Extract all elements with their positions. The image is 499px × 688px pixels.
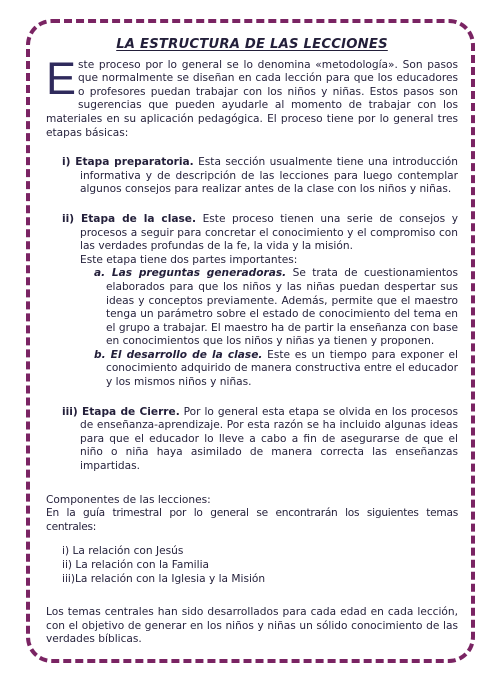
- stage-preparatoria: [62, 156, 458, 197]
- closing-paragraph: Los temas centrales han sido desarrollados para cada edad en cada lección, con el objetivo de generar en los niños y niñas un sólido conocimiento de las verdades bíblicas.: [46, 606, 458, 646]
- intro-text: ste proceso por lo general se lo denomina «metodología». Son pasos que normalmente se diseñan en cada lección para que los educadores o profesores puedan trabajar con los niños y niñas. Estos pasos son sugerencias que pueden ayudarle al momento de trabajar con los materiales en su aplicación pedagógica. El proceso tiene por lo general tres etapas básicas:: [46, 58, 458, 139]
- stage-parts-intro: Este etapa tiene dos partes importantes:: [80, 253, 298, 266]
- stage-label: iii) Etapa de Cierre.: [62, 405, 180, 418]
- stage-text: Esta sección usualmente tiene una introducción informativa y de descripción de las lecciones para luego contemplar algunos consejos para realizar antes de la clase con los niños y niñas.: [80, 156, 459, 196]
- stage-text: Este proceso tienen una serie de consejos y procesos a seguir para concretar el conocimiento y el compromiso con las verdades profundas de la fe, la vida y la misión.: [80, 212, 458, 253]
- stage-label: ii) Etapa de la clase.: [62, 212, 196, 225]
- part-label: b. El desarrollo de la clase.: [94, 348, 263, 361]
- drop-cap: E: [46, 52, 76, 104]
- components-list: [62, 545, 458, 586]
- stage-clase: [62, 213, 458, 267]
- list-item: ii) La relación con la Familia: [62, 559, 209, 571]
- stage-label: i) Etapa preparatoria.: [62, 156, 194, 169]
- part-preguntas-generadoras: [94, 267, 458, 349]
- part-text: Este es un tiempo para exponer el conocimiento adquirido de manera constructiva entre el educador y los mismos niños y niñas.: [106, 348, 459, 389]
- list-item: i) La relación con Jesús: [62, 545, 184, 558]
- stage-cierre: [62, 406, 458, 474]
- stage-text: Por lo general esta etapa se olvida en los procesos de enseñanza-aprendizaje. Por esta razón se ha incluido algunas ideas para que el educador lo lleve a cabo a fin de asegurarse de que el niño o niña haya asimilado de manera correcta las enseñanzas impartidas.: [80, 405, 459, 473]
- components-heading: Componentes de las lecciones:: [46, 493, 211, 506]
- page-title: LA ESTRUCTURA DE LAS LECCIONES: [116, 37, 388, 52]
- part-desarrollo-clase: [94, 349, 458, 390]
- components-intro: En la guía trimestral por lo general se encontrarán los siguientes temas centrales:: [46, 507, 458, 533]
- part-label: a. Las preguntas generadoras.: [94, 267, 287, 280]
- part-text: Se trata de cuestionamientos elaborados para que los niños y las niñas puedan despertar sus ideas y conceptos previamente. Además, permite que el maestro tenga un parámetro sobre el estado de conocimiento del tema en el grupo a trabajar. El maestro ha de partir la enseñanza con base en conocimientos que los niños y niñas ya tienen y proponen.: [106, 267, 458, 348]
- document-body: [46, 38, 458, 647]
- list-item: iii)La relación con la Iglesia y la Misión: [62, 572, 266, 585]
- intro-paragraph: [46, 52, 458, 141]
